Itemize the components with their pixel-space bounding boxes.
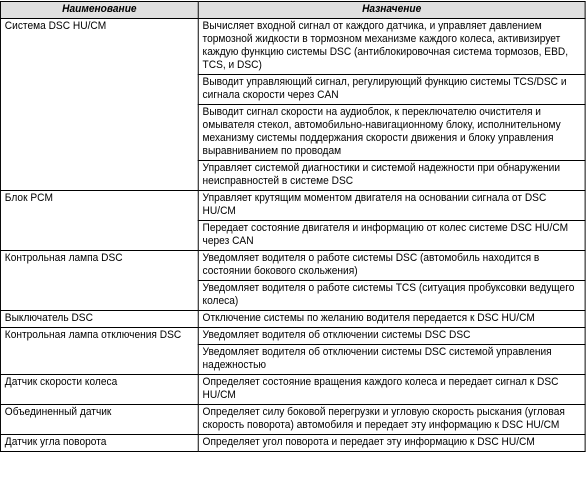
table-row [0, 191, 585, 221]
component-cell: Контрольная лампа отключения DSC [0, 328, 198, 375]
purpose-cell: Отключение системы по желанию водителя передается к DSC HU/CM [198, 311, 585, 328]
dsc-components-table [0, 1, 586, 452]
table-row [0, 328, 585, 345]
purpose-cell: Определяет силу боковой перегрузки и угловую скорость рыскания (угловая скорость поворота) автомобиля и передает эту информацию к DSC HU/CM [198, 405, 585, 435]
table-row [0, 311, 585, 328]
component-cell: Датчик угла поворота [0, 435, 198, 452]
purpose-cell: Определяет состояние вращения каждого колеса и передает сигнал к DSC HU/CM [198, 375, 585, 405]
purpose-cell: Уведомляет водителя о работе системы TCS (ситуация пробуксовки ведущего колеса) [198, 281, 585, 311]
component-cell: Контрольная лампа DSC [0, 251, 198, 311]
purpose-cell: Управляет крутящим моментом двигателя на основании сигнала от DSC HU/CM [198, 191, 585, 221]
header-component: Наименование [0, 2, 198, 19]
component-cell: Блок PCM [0, 191, 198, 251]
purpose-cell: Определяет угол поворота и передает эту информацию к DSC HU/CM [198, 435, 585, 452]
purpose-cell: Выводит сигнал скорости на аудиоблок, к переключателю очистителя и омывателя стекол, автомобильно-навигационному блоку, исполнительному механизму системы поддержания скорости движения и блоку управления выравниванием по проводам [198, 105, 585, 161]
purpose-cell: Уведомляет водителя о работе системы DSC (автомобиль находится в состоянии бокового скольжения) [198, 251, 585, 281]
purpose-cell: Выводит управляющий сигнал, регулирующий функцию системы TCS/DSC и сигнала скорости через CAN [198, 75, 585, 105]
table-row [0, 405, 585, 435]
purpose-cell: Управляет системой диагностики и системой надежности при обнаружении неисправностей в системе DSC [198, 161, 585, 191]
table-row [0, 435, 585, 452]
table-header-row [0, 2, 585, 19]
component-cell: Датчик скорости колеса [0, 375, 198, 405]
component-cell: Система DSC HU/CM [0, 19, 198, 191]
purpose-cell: Уведомляет водителя об отключении системы DSC системой управления надежностью [198, 345, 585, 375]
purpose-cell: Передает состояние двигателя и информацию от колес системе DSC HU/CM через CAN [198, 221, 585, 251]
header-purpose: Назначение [198, 2, 585, 19]
purpose-cell: Уведомляет водителя об отключении системы DSC DSC [198, 328, 585, 345]
table-row [0, 19, 585, 75]
component-cell: Объединенный датчик [0, 405, 198, 435]
component-cell: Выключатель DSC [0, 311, 198, 328]
purpose-cell: Вычисляет входной сигнал от каждого датчика, и управляет давлением тормозной жидкости в тормозном механизме каждого колеса, активизирует каждую функцию системы DSC (антиблокировочная система тормозов, EBD, TCS, и DSC) [198, 19, 585, 75]
table-row [0, 251, 585, 281]
table-row [0, 375, 585, 405]
